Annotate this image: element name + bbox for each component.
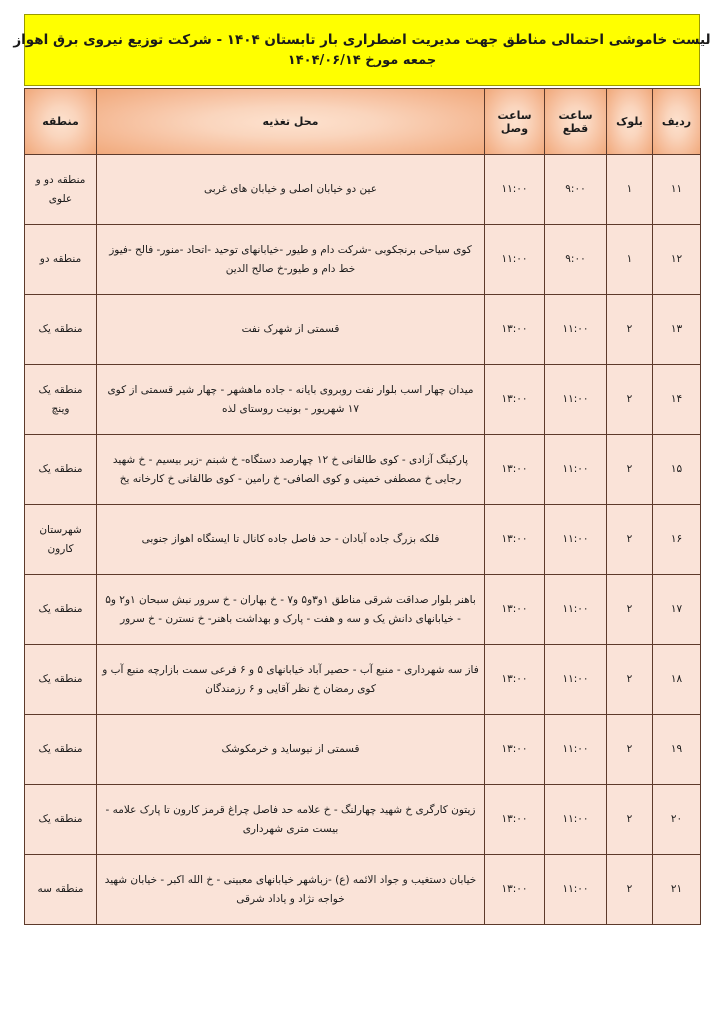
- table-row: [25, 365, 701, 435]
- table-body: [25, 155, 701, 925]
- column-header-cut-time: ساعت قطع: [545, 89, 607, 155]
- cell-join-time: ۱۳:۰۰: [485, 645, 545, 715]
- cell-block: ۱: [607, 225, 653, 295]
- cell-cut-time: ۱۱:۰۰: [545, 295, 607, 365]
- cell-cut-time: ۱۱:۰۰: [545, 575, 607, 645]
- cell-join-time: ۱۱:۰۰: [485, 155, 545, 225]
- cell-join-time: ۱۳:۰۰: [485, 785, 545, 855]
- cell-block: ۲: [607, 505, 653, 575]
- cell-zone: منطقه یک: [25, 715, 97, 785]
- table-row: [25, 295, 701, 365]
- cell-zone: منطقه یک وینچ: [25, 365, 97, 435]
- cell-cut-time: ۱۱:۰۰: [545, 715, 607, 785]
- cell-join-time: ۱۳:۰۰: [485, 855, 545, 925]
- cell-join-time: ۱۱:۰۰: [485, 225, 545, 295]
- cell-block: ۲: [607, 715, 653, 785]
- cell-cut-time: ۱۱:۰۰: [545, 365, 607, 435]
- cell-row-number: ۱۵: [653, 435, 701, 505]
- cell-feed-location: عین دو خیابان اصلی و خیابان های غربی: [97, 155, 485, 225]
- table-row: [25, 645, 701, 715]
- cell-row-number: ۱۸: [653, 645, 701, 715]
- table-row: [25, 785, 701, 855]
- cell-feed-location: قسمتی از نیوساید و خرمکوشک: [97, 715, 485, 785]
- cell-feed-location: باهنر بلوار صداقت شرقی مناطق ۱و۳و۵ و۷ - خ بهاران - خ سرور نبش سبحان ۱و۲ و۵ - خیابانهای دانش یک و سه و هفت - پارک و بهداشت باهنر- خ نسترن - خ سرور: [97, 575, 485, 645]
- cell-join-time: ۱۳:۰۰: [485, 435, 545, 505]
- cell-block: ۲: [607, 785, 653, 855]
- cell-cut-time: ۱۱:۰۰: [545, 785, 607, 855]
- cell-row-number: ۲۰: [653, 785, 701, 855]
- cell-cut-time: ۱۱:۰۰: [545, 435, 607, 505]
- cell-block: ۲: [607, 365, 653, 435]
- cell-row-number: ۱۷: [653, 575, 701, 645]
- cell-zone: منطقه دو و علوی: [25, 155, 97, 225]
- column-header-radif: ردیف: [653, 89, 701, 155]
- cell-feed-location: خیابان دستغیب و جواد الائمه (ع) -زباشهر خیابانهای معبینی - خ الله اکبر - خیابان شهید خواجه نژاد و یاداد شرقی: [97, 855, 485, 925]
- cell-feed-location: فاز سه شهرداری - منبع آب - حصیر آباد خیابانهای ۵ و ۶ فرعی سمت بازارچه منبع آب و کوی رمضان خ نظر آقایی و ۶ رزمندگان: [97, 645, 485, 715]
- cell-block: ۲: [607, 295, 653, 365]
- table-row: [25, 855, 701, 925]
- cell-feed-location: کوی سیاحی برنجکوبی -شرکت دام و طیور -خیابانهای توحید -اتحاد -منور- فالح -فیوز خط دام و طیور-خ صالح الدین: [97, 225, 485, 295]
- column-header-zone: منطقه: [25, 89, 97, 155]
- table-header-row: [25, 89, 701, 155]
- cell-cut-time: ۱۱:۰۰: [545, 855, 607, 925]
- cell-cut-time: ۱۱:۰۰: [545, 505, 607, 575]
- table-row: [25, 575, 701, 645]
- column-header-block: بلوک: [607, 89, 653, 155]
- cell-cut-time: ۹:۰۰: [545, 155, 607, 225]
- title-banner: [13, 14, 711, 86]
- table-row: [25, 155, 701, 225]
- cell-zone: منطقه یک: [25, 785, 97, 855]
- cell-block: ۱: [607, 155, 653, 225]
- cell-row-number: ۱۲: [653, 225, 701, 295]
- table-header: [25, 89, 701, 155]
- cell-cut-time: ۱۱:۰۰: [545, 645, 607, 715]
- table-row: [25, 225, 701, 295]
- cell-feed-location: فلکه بزرگ جاده آبادان - حد فاصل جاده کانال تا ایستگاه اهواز جنوبی: [97, 505, 485, 575]
- cell-zone: منطقه سه: [25, 855, 97, 925]
- cell-block: ۲: [607, 855, 653, 925]
- cell-row-number: ۱۳: [653, 295, 701, 365]
- cell-block: ۲: [607, 645, 653, 715]
- cell-block: ۲: [607, 575, 653, 645]
- cell-join-time: ۱۳:۰۰: [485, 575, 545, 645]
- cell-join-time: ۱۳:۰۰: [485, 715, 545, 785]
- cell-join-time: ۱۳:۰۰: [485, 365, 545, 435]
- cell-zone: منطقه یک: [25, 575, 97, 645]
- cell-cut-time: ۹:۰۰: [545, 225, 607, 295]
- cell-zone: منطقه دو: [25, 225, 97, 295]
- column-header-join-time: ساعت وصل: [485, 89, 545, 155]
- cell-feed-location: زیتون کارگری خ شهید چهارلنگ - خ علامه حد فاصل چراغ قرمز کارون تا پارک علامه - بیست متری شهرداری: [97, 785, 485, 855]
- table-row: [25, 505, 701, 575]
- cell-row-number: ۱۴: [653, 365, 701, 435]
- cell-join-time: ۱۳:۰۰: [485, 505, 545, 575]
- cell-feed-location: قسمتی از شهرک نفت: [97, 295, 485, 365]
- cell-block: ۲: [607, 435, 653, 505]
- cell-zone: منطقه یک: [25, 435, 97, 505]
- page-title-line-2: جمعه مورخ ۱۴۰۴/۰۶/۱۴: [287, 52, 437, 68]
- table-row: [25, 435, 701, 505]
- cell-row-number: ۱۱: [653, 155, 701, 225]
- cell-row-number: ۱۶: [653, 505, 701, 575]
- cell-join-time: ۱۳:۰۰: [485, 295, 545, 365]
- cell-zone: شهرستان کارون: [25, 505, 97, 575]
- outage-schedule-table: [24, 88, 701, 925]
- column-header-place: محل تغذیه: [97, 89, 485, 155]
- cell-feed-location: میدان چهار اسب بلوار نفت روبروی بایانه - جاده ماهشهر - چهار شیر قسمتی از کوی ۱۷ شهریور - بونیت روستای لذه: [97, 365, 485, 435]
- page-title-line-1: لیست خاموشی احتمالی مناطق جهت مدیریت اضطراری بار تابستان ۱۴۰۴ - شرکت توزیع نیروی برق اهواز: [13, 31, 711, 48]
- table-row: [25, 715, 701, 785]
- cell-zone: منطقه یک: [25, 645, 97, 715]
- cell-row-number: ۱۹: [653, 715, 701, 785]
- cell-zone: منطقه یک: [25, 295, 97, 365]
- cell-feed-location: پارکینگ آزادی - کوی طالقانی خ ۱۲ چهارصد دستگاه- خ شبنم -زیر بیسیم - خ شهید رجایی خ مصطفی خمینی و کوی الصافی- خ رامین - کوی طالقانی خ کارخانه یخ: [97, 435, 485, 505]
- cell-row-number: ۲۱: [653, 855, 701, 925]
